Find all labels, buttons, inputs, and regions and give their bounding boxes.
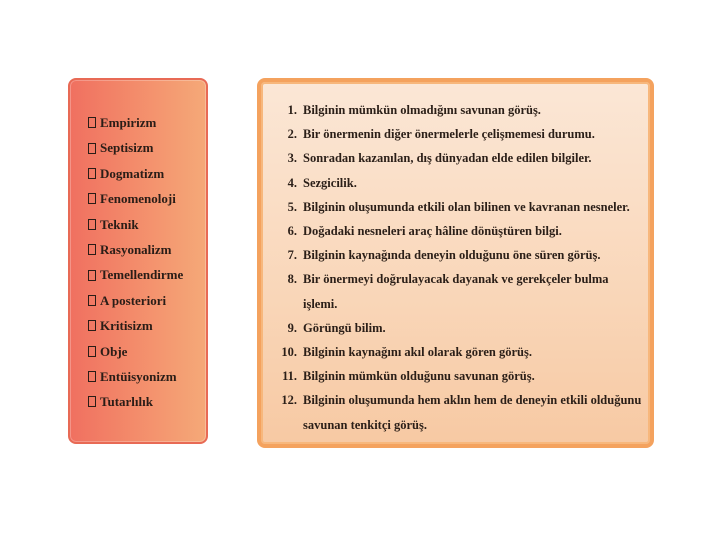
term-label: Rasyonalizm [100,241,172,257]
term-label: Temellendirme [100,267,184,283]
definition-item [279,146,643,170]
checkbox-icon[interactable] [88,244,96,255]
term-item[interactable] [88,135,183,160]
checkbox-icon[interactable] [88,371,96,382]
definition-text: Bilginin kaynağında deneyin olduğunu öne süren görüş. [303,248,601,263]
term-label: Obje [100,343,128,359]
terms-panel [68,78,208,444]
definition-number: 8. [287,272,297,287]
checkbox-icon[interactable] [88,396,96,407]
definition-text: Bilginin mümkün olduğunu savunan görüş. [303,369,535,384]
term-item[interactable] [88,212,183,237]
definition-number: 1. [287,103,297,117]
term-item[interactable] [88,237,183,262]
definition-number: 9. [287,320,297,335]
definition-text: Görüngü bilim. [303,320,386,335]
checkbox-icon[interactable] [88,270,96,281]
definition-number: 3. [287,151,297,166]
definition-item [279,171,643,195]
term-item[interactable] [88,186,183,211]
term-item[interactable] [88,262,183,287]
definition-number: 11. [282,369,297,384]
term-item[interactable] [88,389,183,414]
term-item[interactable] [88,288,183,313]
term-label: Entüisyonizm [100,368,177,384]
definition-number: 5. [287,199,297,214]
checkbox-icon[interactable] [88,320,96,331]
checkbox-icon[interactable] [88,143,96,154]
definition-number: 12. [281,393,297,408]
definition-item [279,364,643,388]
definition-text: Bir önermenin diğer önermelerle çelişmemesi durumu. [303,127,595,142]
checkbox-icon[interactable] [88,346,96,357]
checkbox-icon[interactable] [88,295,96,306]
term-label: Dogmatizm [100,165,165,181]
definition-number: 6. [287,224,297,239]
definition-text: Bilginin oluşumunda hem aklın hem de deneyin etkili olduğunu savunan tenkitçi görüş. [303,393,642,432]
definition-text: Bir önermeyi doğrulayacak dayanak ve gerekçeler bulma işlemi. [303,272,609,311]
definition-number: 2. [287,127,297,142]
term-label: A posteriori [100,292,167,308]
term-item[interactable] [88,161,183,186]
definition-text: Bilginin kaynağını akıl olarak gören görüş. [303,345,532,360]
definition-text: Doğadaki nesneleri araç hâline dönüştüren bilgi. [303,224,562,239]
definition-item [279,267,643,315]
definition-item [279,388,643,436]
definition-number: 4. [287,175,297,190]
term-label: Septisizm [100,140,154,156]
definition-text: Bilginin oluşumunda etkili olan bilinen ve kavranan nesneler. [303,199,630,214]
term-label: Fenomenoloji [100,191,176,207]
definition-number: 10. [281,345,297,360]
term-label: Kritisizm [100,318,153,334]
definition-number: 7. [287,248,297,263]
definition-text: Sezgicilik. [303,175,357,190]
definition-item [279,340,643,364]
definitions-list [279,98,643,437]
term-label: Teknik [100,216,139,232]
definition-text: Bilginin mümkün olmadığını savunan görüş. [303,103,541,117]
term-item[interactable] [88,339,183,364]
definition-item [279,98,643,122]
term-item[interactable] [88,110,183,135]
checkbox-icon[interactable] [88,168,96,179]
term-item[interactable] [88,313,183,338]
definitions-panel [257,78,654,448]
checkbox-icon[interactable] [88,117,96,128]
term-label: Tutarlılık [100,394,153,410]
term-label: Empirizm [100,115,157,130]
checkbox-icon[interactable] [88,219,96,230]
terms-list [88,110,183,415]
definition-item [279,195,643,219]
definition-text: Sonradan kazanılan, dış dünyadan elde edilen bilgiler. [303,151,592,166]
term-item[interactable] [88,364,183,389]
checkbox-icon[interactable] [88,193,96,204]
definition-item [279,219,643,243]
definition-item [279,316,643,340]
definition-item [279,243,643,267]
definition-item [279,122,643,146]
